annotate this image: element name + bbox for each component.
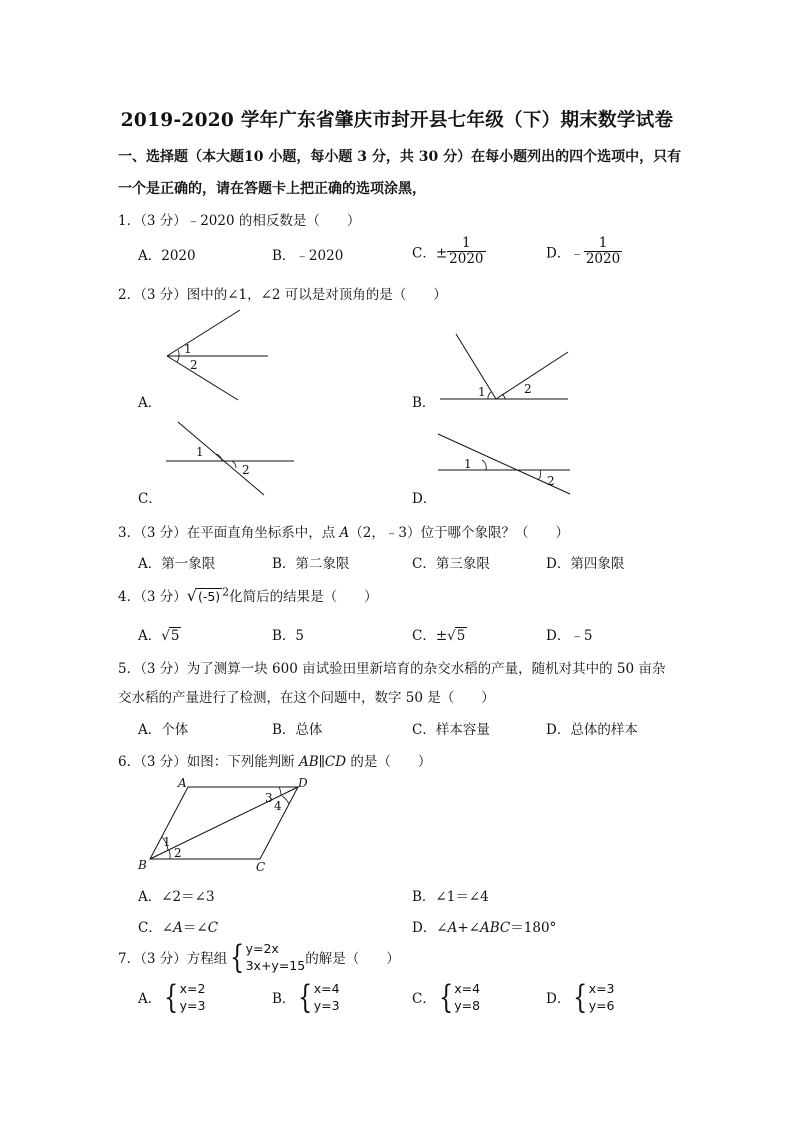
q4-stem-post: 化简后的结果是（ ） xyxy=(229,589,378,605)
q7-b-system xyxy=(314,980,340,1014)
q6-c-v1: A xyxy=(173,920,183,936)
question-6-stem xyxy=(118,750,431,770)
q1-option-b: B．﹣2020 xyxy=(272,248,344,264)
question-4-stem xyxy=(118,585,378,605)
q3-option-d: D．第四象限 xyxy=(546,556,625,572)
q5-option-c: C．样本容量 xyxy=(412,722,490,738)
q7-option-a xyxy=(138,980,205,1014)
q2-figure-c xyxy=(160,418,300,503)
q5-option-b: B．总体 xyxy=(272,722,323,738)
q5-option-a: A．个体 xyxy=(138,722,189,738)
q3-stem-pre: 3．（3 分）在平面直角坐标系中，点 xyxy=(118,525,340,541)
q7-b-label: B． xyxy=(272,991,296,1007)
q7-option-d xyxy=(546,980,615,1014)
q4-exponent: 2 xyxy=(222,585,230,599)
q1-d-numerator: 1 xyxy=(584,236,622,252)
brace-icon: { xyxy=(164,978,179,1016)
q7-d-eq2: y=6 xyxy=(588,998,615,1013)
question-7-stem xyxy=(118,940,400,974)
q6-vertex-d: D xyxy=(298,776,308,790)
q2-option-b: B． xyxy=(412,395,436,411)
radical-sign: √ xyxy=(186,586,197,605)
q4-c-radicand: 5 xyxy=(456,628,466,644)
q3-option-c: C．第三象限 xyxy=(412,556,490,572)
q7-d-eq1: x=3 xyxy=(588,981,615,996)
q3-option-a: A．第一象限 xyxy=(138,556,216,572)
q2-c-label-1: 1 xyxy=(196,445,204,459)
section-heading-line2: 一个是正确的，请在答题卡上把正确的选项涂黑， xyxy=(118,181,426,197)
page-title: 2019-2020 学年广东省肇庆市封开县七年级（下）期末数学试卷 xyxy=(120,110,674,131)
q7-system xyxy=(246,940,306,974)
q7-eq2: 3x+y=15 xyxy=(245,958,306,973)
q6-vertex-b: B xyxy=(138,858,147,872)
q7-b-eq1: x=4 xyxy=(313,981,340,996)
q6-angle-2: 2 xyxy=(174,846,182,860)
q4-c-prefix: C．± xyxy=(412,628,448,644)
q1-c-numerator: 1 xyxy=(447,236,485,252)
q1-d-fraction xyxy=(584,236,622,267)
q6-option-d xyxy=(412,916,556,936)
q7-a-eq1: x=2 xyxy=(179,981,206,996)
q3-option-b: B．第二象限 xyxy=(272,556,350,572)
q4-option-a xyxy=(138,624,181,644)
q4-option-c xyxy=(412,624,467,644)
q2-d-label-2: 2 xyxy=(547,474,555,488)
q6-angle-1: 1 xyxy=(163,835,171,849)
q2-b-label-1: 1 xyxy=(478,385,486,399)
q1-c-fraction xyxy=(447,236,485,267)
q2-figure-b xyxy=(438,330,578,405)
question-2-stem: 2．（3 分）图中的∠1，∠2 可以是对顶角的是（ ） xyxy=(118,287,447,303)
q6-stem-pre: 6．（3 分）如图：下列能判断 xyxy=(118,754,300,770)
q7-a-eq2: y=3 xyxy=(179,998,206,1013)
q7-eq1: y=2x xyxy=(245,941,279,956)
question-5-line1: 5．（3 分）为了测算一块 600 亩试验田里新培育的杂交水稻的产量，随机对其中的 50 亩杂 xyxy=(118,661,666,677)
q2-c-label-2: 2 xyxy=(242,463,250,477)
q5-option-d: D．总体的样本 xyxy=(546,722,638,738)
q2-figure-a xyxy=(160,305,280,405)
q2-figure-d xyxy=(436,430,576,500)
q7-b-eq2: y=3 xyxy=(313,998,340,1013)
section-heading-line1: 一、选择题（本大题10 小题，每小题 3 分，共 30 分）在每小题列出的四个选项中，只有 xyxy=(118,149,682,165)
radical-sign: √ xyxy=(161,628,170,644)
brace-icon: { xyxy=(298,978,313,1016)
q2-b-label-2: 2 xyxy=(524,382,532,396)
brace-icon: { xyxy=(573,978,588,1016)
radical-sign: √ xyxy=(447,628,456,644)
q6-stem-lines: AB∥CD xyxy=(299,754,347,770)
q6-angle-4: 4 xyxy=(274,799,282,813)
q7-c-system xyxy=(454,980,480,1014)
q7-option-b xyxy=(272,980,340,1014)
brace-icon: { xyxy=(230,938,245,976)
q7-stem-pre: 7．（3 分）方程组 xyxy=(118,951,228,967)
q6-vertex-c: C xyxy=(256,860,266,874)
q6-c-mid: ＝∠ xyxy=(182,920,208,936)
q1-d-prefix: D．﹣ xyxy=(546,245,584,262)
q2-d-label-1: 1 xyxy=(464,457,472,471)
q6-d-v1: A xyxy=(447,920,458,936)
brace-icon: { xyxy=(438,978,454,1016)
q7-c-eq2: y=8 xyxy=(454,998,481,1013)
q2-a-label-2: 2 xyxy=(190,358,198,372)
q1-c-denominator: 2020 xyxy=(449,251,484,267)
q2-option-a: A． xyxy=(138,395,162,411)
q4-radicand: (-5) xyxy=(197,589,221,604)
q4-a-prefix: A． xyxy=(138,628,162,644)
q7-stem-post: 的解是（ ） xyxy=(305,951,400,967)
q6-d-v2: ABC xyxy=(480,920,511,936)
q7-c-eq1: x=4 xyxy=(454,981,481,996)
q6-option-b: B．∠1＝∠4 xyxy=(412,889,489,905)
q1-option-d xyxy=(546,236,622,267)
q7-d-label: D． xyxy=(546,991,571,1007)
q6-option-c xyxy=(138,916,218,936)
q2-option-c: C． xyxy=(138,491,162,507)
q1-option-c xyxy=(412,236,486,267)
q6-angle-3: 3 xyxy=(265,791,273,805)
q6-option-a: A．∠2＝∠3 xyxy=(138,889,215,905)
q6-vertex-a: A xyxy=(178,776,187,790)
q1-d-denominator: 2020 xyxy=(585,251,621,267)
q7-a-system xyxy=(180,980,206,1014)
q6-c-v2: C xyxy=(207,920,219,936)
q1-option-a: A．2020 xyxy=(138,248,196,264)
q6-stem-post: 的是（ ） xyxy=(346,754,432,770)
q4-option-b: B．5 xyxy=(272,628,305,644)
q7-a-label: A． xyxy=(138,991,162,1007)
q2-a-label-1: 1 xyxy=(184,342,192,356)
q2-option-d: D． xyxy=(412,491,437,507)
q4-a-radicand: 5 xyxy=(170,628,180,644)
q7-option-c xyxy=(412,980,480,1014)
question-3-stem xyxy=(118,521,569,541)
q4-stem-pre: 4．（3 分） xyxy=(118,589,187,605)
q3-stem-point: A xyxy=(339,525,350,541)
q1-c-prefix: C．± xyxy=(412,245,448,262)
q7-d-system xyxy=(589,980,615,1014)
q6-c-pre: C．∠ xyxy=(138,920,174,936)
q6-d-post: ＝180° xyxy=(510,920,557,936)
q3-stem-post: （2，﹣3）位于哪个象限？（ ） xyxy=(349,525,569,541)
q6-parallelogram-figure xyxy=(138,775,318,875)
question-5-line2: 交水稻的产量进行了检测，在这个问题中，数字 50 是（ ） xyxy=(118,690,495,706)
q7-c-label: C． xyxy=(412,991,436,1007)
q6-d-pre: D．∠ xyxy=(412,920,448,936)
q6-d-mid: +∠ xyxy=(457,920,481,936)
question-1-stem: 1．（3 分）﹣2020 的相反数是（ ） xyxy=(118,213,361,229)
q4-option-d: D．﹣5 xyxy=(546,628,593,644)
